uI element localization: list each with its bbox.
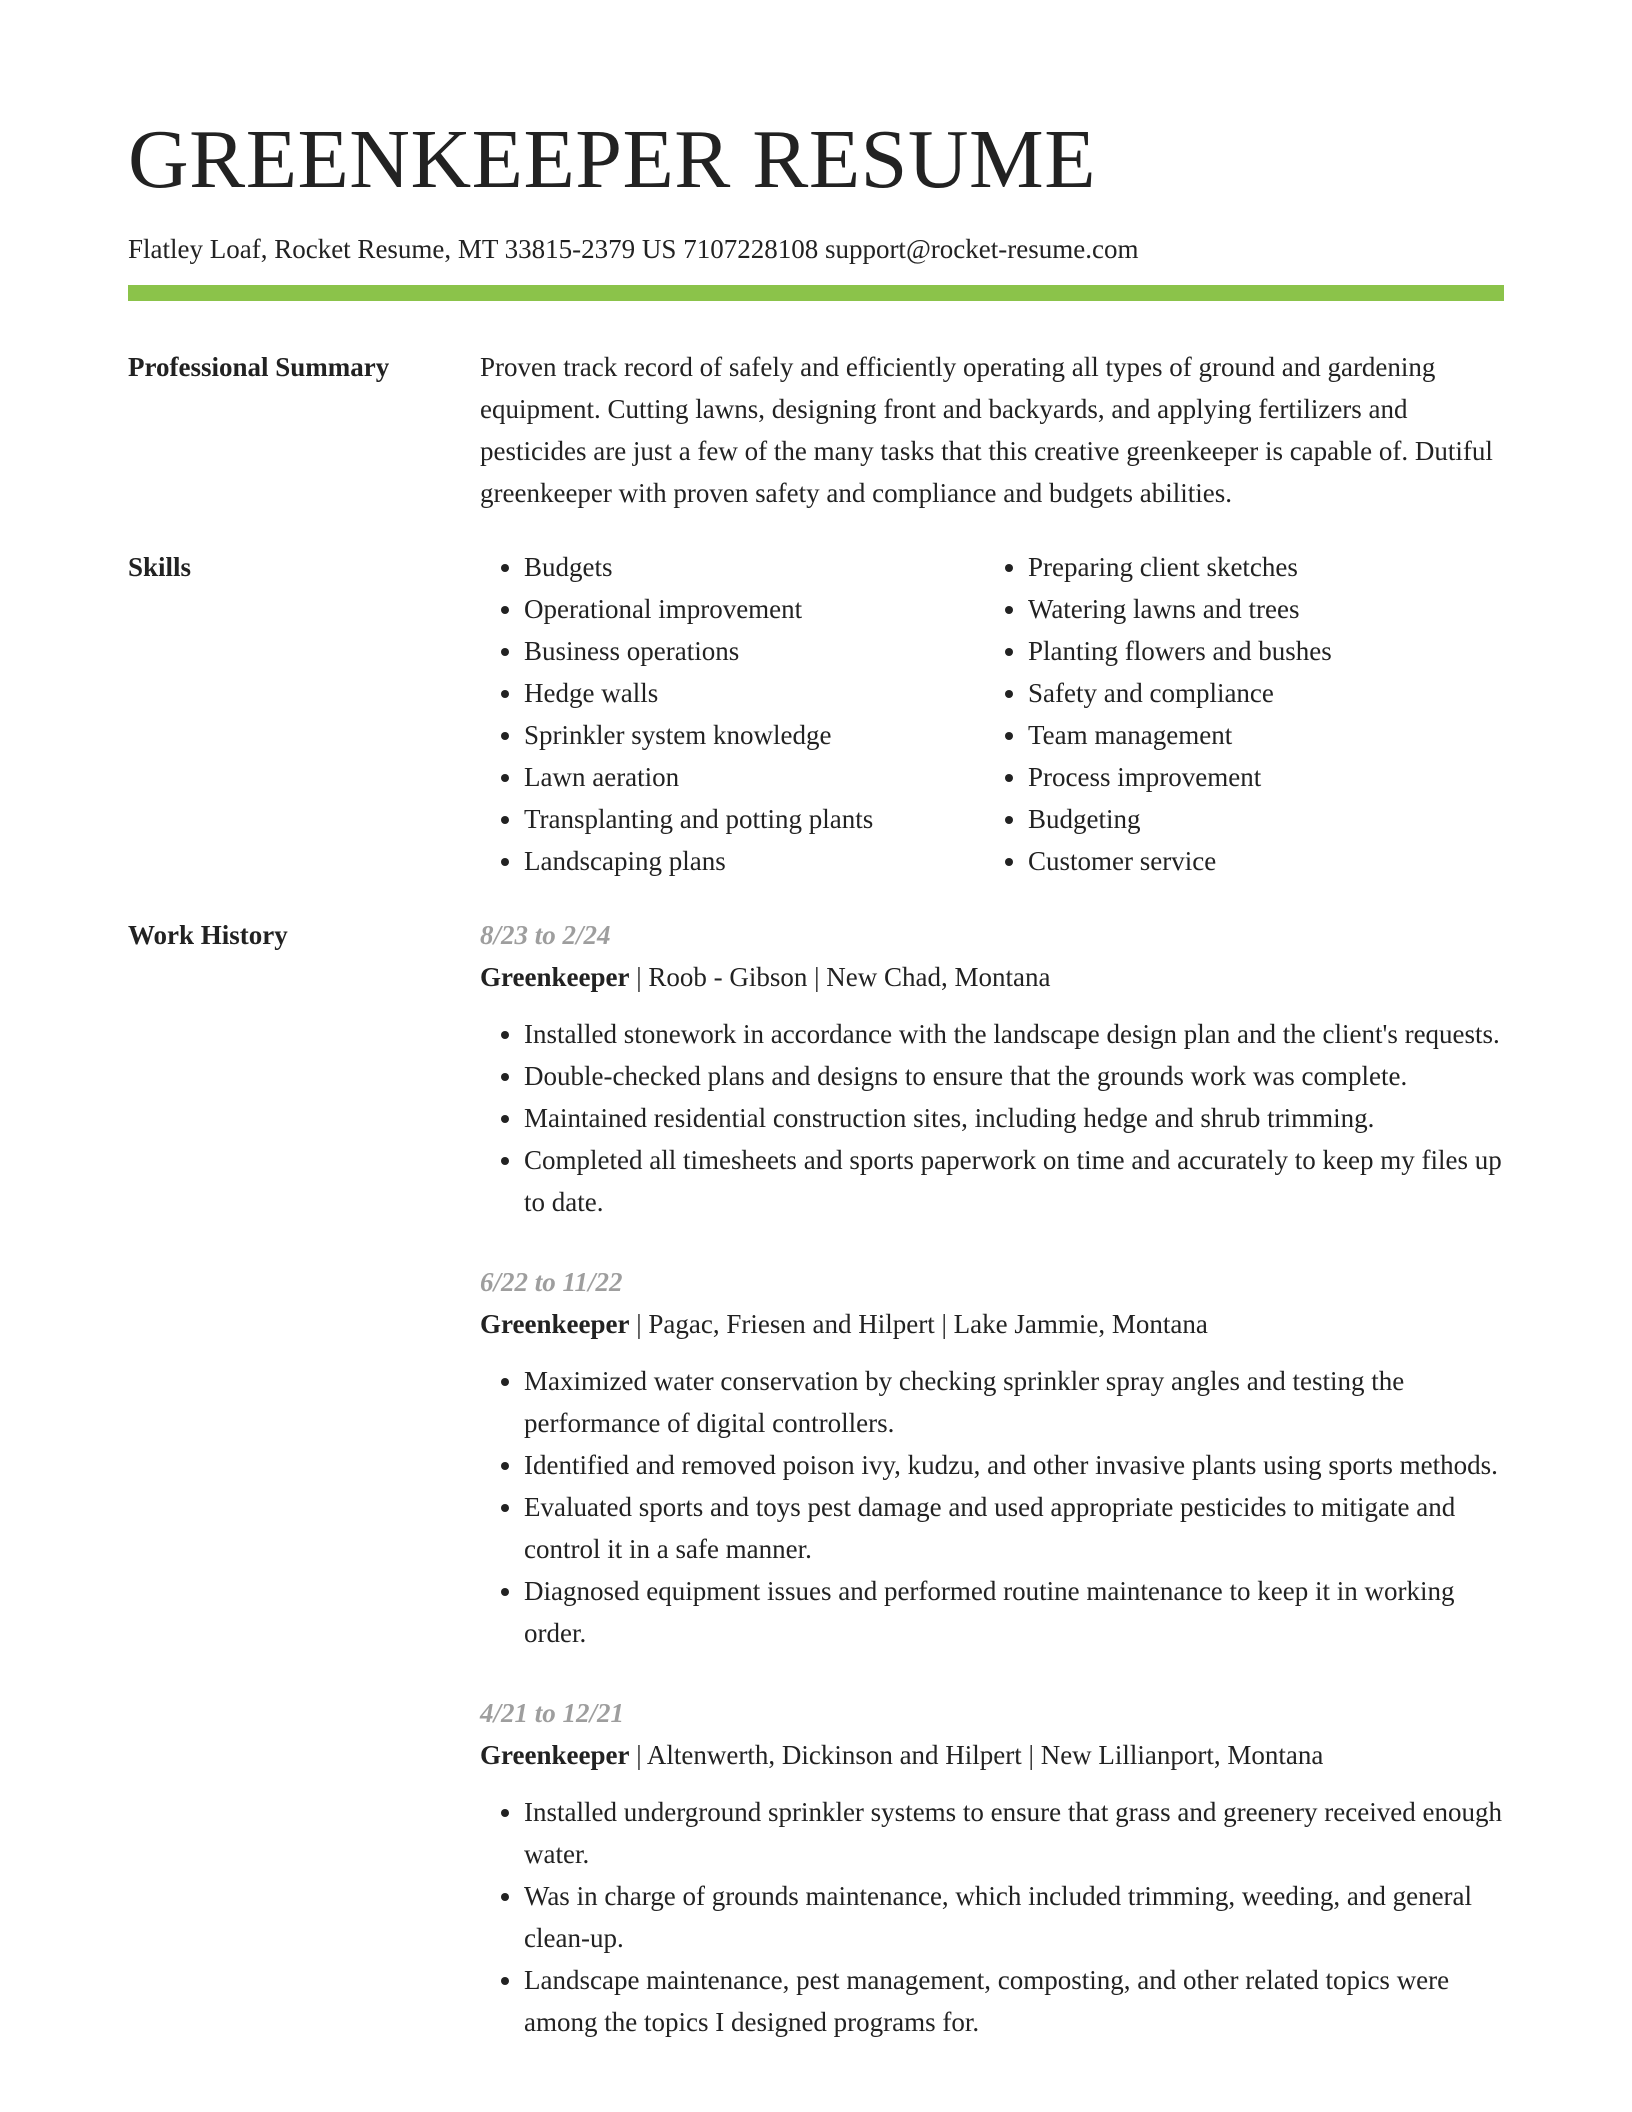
accent-divider [128, 285, 1504, 301]
work-history-heading: Work History [128, 920, 288, 950]
job-employer-location: | Pagac, Friesen and Hilpert | Lake Jammie, Montana [629, 1309, 1208, 1339]
job-entry [480, 1692, 1504, 2043]
contact-line: Flatley Loaf, Rocket Resume, MT 33815-2379 US 7107228108 support@rocket-resume.com [128, 234, 1139, 264]
job-entry [480, 914, 1504, 1223]
work-history-body [480, 914, 1504, 2081]
job-bullet: • Identified and removed poison ivy, kudzu, and other invasive plants using sports methods. [524, 1444, 1504, 1486]
job-bullet: • Double-checked plans and designs to ensure that the grounds work was complete. [524, 1055, 1504, 1097]
skills-columns [480, 546, 1504, 882]
job-header [480, 1303, 1504, 1345]
skill-item: • Transplanting and potting plants [524, 798, 984, 840]
job-dates: 4/21 to 12/21 [480, 1698, 625, 1728]
skills-list-right [984, 546, 1488, 882]
job-header [480, 956, 1504, 998]
job-bullet-list [480, 1013, 1504, 1223]
job-header [480, 1734, 1504, 1776]
skills-list-left [480, 546, 984, 882]
skill-item: • Sprinkler system knowledge [524, 714, 984, 756]
job-bullet: • Diagnosed equipment issues and performed routine maintenance to keep it in working order. [524, 1570, 1504, 1654]
skill-item: • Process improvement [1028, 756, 1488, 798]
job-bullet: • Installed underground sprinkler systems to ensure that grass and greenery received enough water. [524, 1791, 1504, 1875]
job-employer-location: | Altenwerth, Dickinson and Hilpert | New Lillianport, Montana [629, 1740, 1324, 1770]
skill-item: • Customer service [1028, 840, 1488, 882]
job-bullet: • Maintained residential construction sites, including hedge and shrub trimming. [524, 1097, 1504, 1139]
job-title: Greenkeeper [480, 1740, 630, 1770]
summary-heading: Professional Summary [128, 352, 390, 382]
resume-title: GREENKEEPER RESUME [128, 113, 1097, 206]
skill-item: • Safety and compliance [1028, 672, 1488, 714]
skill-item: • Business operations [524, 630, 984, 672]
job-bullet: • Installed stonework in accordance with the landscape design plan and the client's requests. [524, 1013, 1504, 1055]
job-dates: 6/22 to 11/22 [480, 1267, 623, 1297]
job-bullet: • Was in charge of grounds maintenance, which included trimming, weeding, and general clean-up. [524, 1875, 1504, 1959]
job-entry [480, 1261, 1504, 1654]
skill-item: • Team management [1028, 714, 1488, 756]
job-bullet: • Landscape maintenance, pest management, composting, and other related topics were among the topics I designed programs for. [524, 1959, 1504, 2043]
skill-item: • Budgets [524, 546, 984, 588]
skill-item: • Planting flowers and bushes [1028, 630, 1488, 672]
skill-item: • Preparing client sketches [1028, 546, 1488, 588]
summary-text: Proven track record of safely and efficiently operating all types of ground and gardening equipment. Cutting lawns, designing front and backyards, and applying fertilizers and pesticides are just a few of the many tasks that this creative greenkeeper is capable of. Dutiful greenkeeper with proven safety and compliance and budgets abilities. [480, 352, 1493, 508]
skill-item: • Operational improvement [524, 588, 984, 630]
job-title: Greenkeeper [480, 962, 630, 992]
job-dates: 8/23 to 2/24 [480, 920, 611, 950]
job-bullet: • Evaluated sports and toys pest damage and used appropriate pesticides to mitigate and control it in a safe manner. [524, 1486, 1504, 1570]
skill-item: • Hedge walls [524, 672, 984, 714]
job-bullet-list [480, 1360, 1504, 1654]
skills-body [480, 546, 1504, 882]
skill-item: • Lawn aeration [524, 756, 984, 798]
skill-item: • Watering lawns and trees [1028, 588, 1488, 630]
job-title: Greenkeeper [480, 1309, 630, 1339]
job-bullet-list [480, 1791, 1504, 2043]
skill-item: • Landscaping plans [524, 840, 984, 882]
skill-item: • Budgeting [1028, 798, 1488, 840]
summary-body [480, 346, 1504, 514]
job-employer-location: | Roob - Gibson | New Chad, Montana [629, 962, 1051, 992]
job-bullet: • Completed all timesheets and sports paperwork on time and accurately to keep my files up to date. [524, 1139, 1504, 1223]
job-bullet: • Maximized water conservation by checking sprinkler spray angles and testing the performance of digital controllers. [524, 1360, 1504, 1444]
skills-heading: Skills [128, 552, 192, 582]
